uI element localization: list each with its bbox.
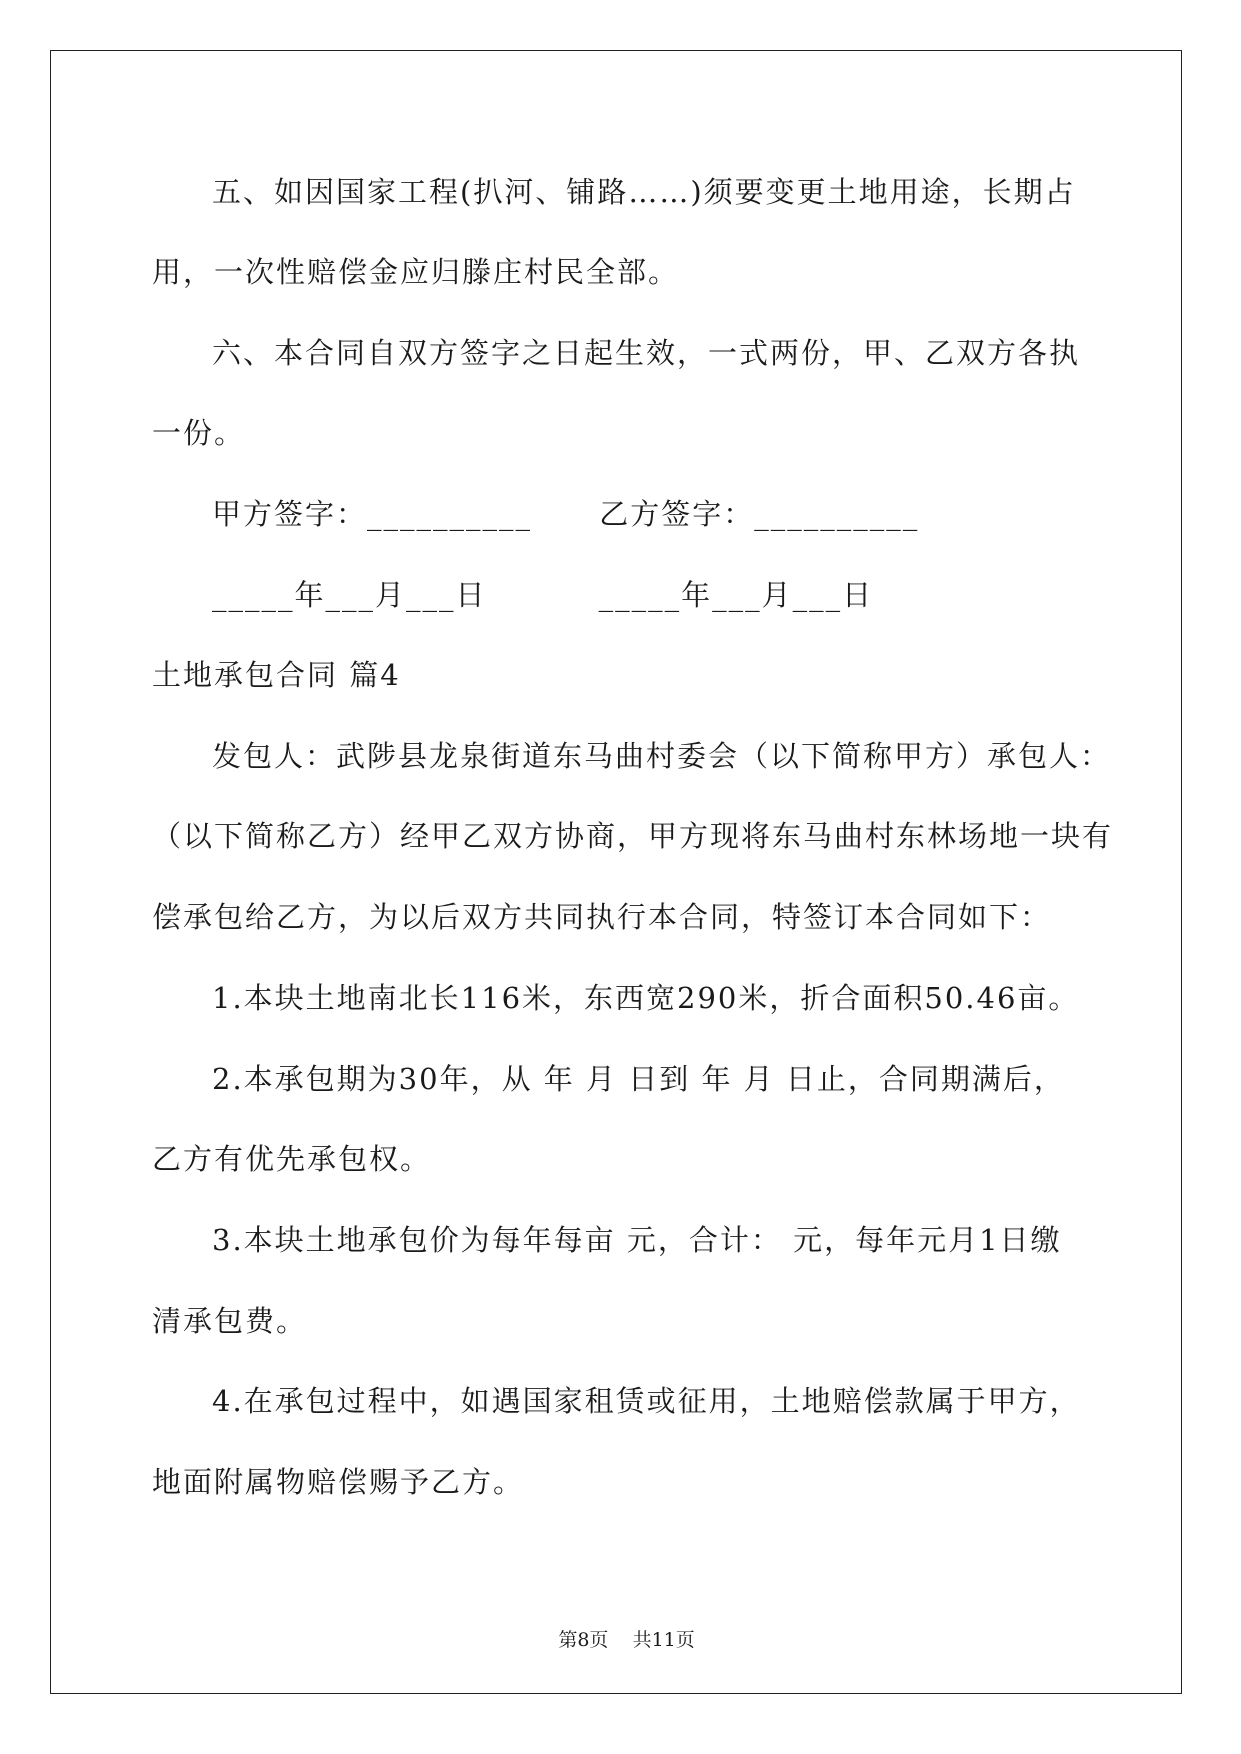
- paragraph-6-line-2: 一份。: [152, 416, 246, 450]
- contract-intro-line-3: 偿承包给乙方，为以后双方共同执行本合同，特签订本合同如下：: [152, 900, 1052, 934]
- signature-line: 甲方签字：__________ 乙方签字：__________: [212, 497, 920, 531]
- page-border: [50, 50, 1182, 1694]
- date-line: _____年___月___日 _____年___月___日: [212, 578, 874, 612]
- page-total: 共11页: [632, 1629, 695, 1651]
- section-title: 土地承包合同 篇4: [152, 658, 401, 692]
- clause-3-line-1: 3.本块土地承包价为每年每亩 元，合计： 元，每年元月1日缴: [212, 1223, 1062, 1257]
- contract-intro-line-2: （以下简称乙方）经甲乙双方协商，甲方现将东马曲村东林场地一块有: [152, 819, 1114, 853]
- paragraph-6-line-1: 六、本合同自双方签字之日起生效，一式两份，甲、乙双方各执: [212, 336, 1081, 370]
- paragraph-5-line-1: 五、如因国家工程(扒河、铺路……)须要变更土地用途，长期占: [212, 175, 1076, 209]
- clause-1-line-1: 1.本块土地南北长116米，东西宽290米，折合面积50.46亩。: [212, 981, 1080, 1015]
- clause-4-line-2: 地面附属物赔偿赐予乙方。: [152, 1465, 525, 1499]
- clause-2-line-2: 乙方有优先承包权。: [152, 1142, 432, 1176]
- page-number: 第8页: [558, 1629, 609, 1651]
- clause-3-line-2: 清承包费。: [152, 1304, 308, 1338]
- clause-4-line-1: 4.在承包过程中，如遇国家租赁或征用，土地赔偿款属于甲方，: [212, 1384, 1081, 1418]
- contract-intro-line-1: 发包人：武陟县龙泉街道东马曲村委会（以下简称甲方）承包人：: [212, 739, 1112, 773]
- clause-2-line-1: 2.本承包期为30年，从 年 月 日到 年 月 日止，合同期满后，: [212, 1062, 1065, 1096]
- paragraph-5-line-2: 用，一次性赔偿金应归滕庄村民全部。: [152, 255, 680, 289]
- page-footer: [0, 1603, 1241, 1652]
